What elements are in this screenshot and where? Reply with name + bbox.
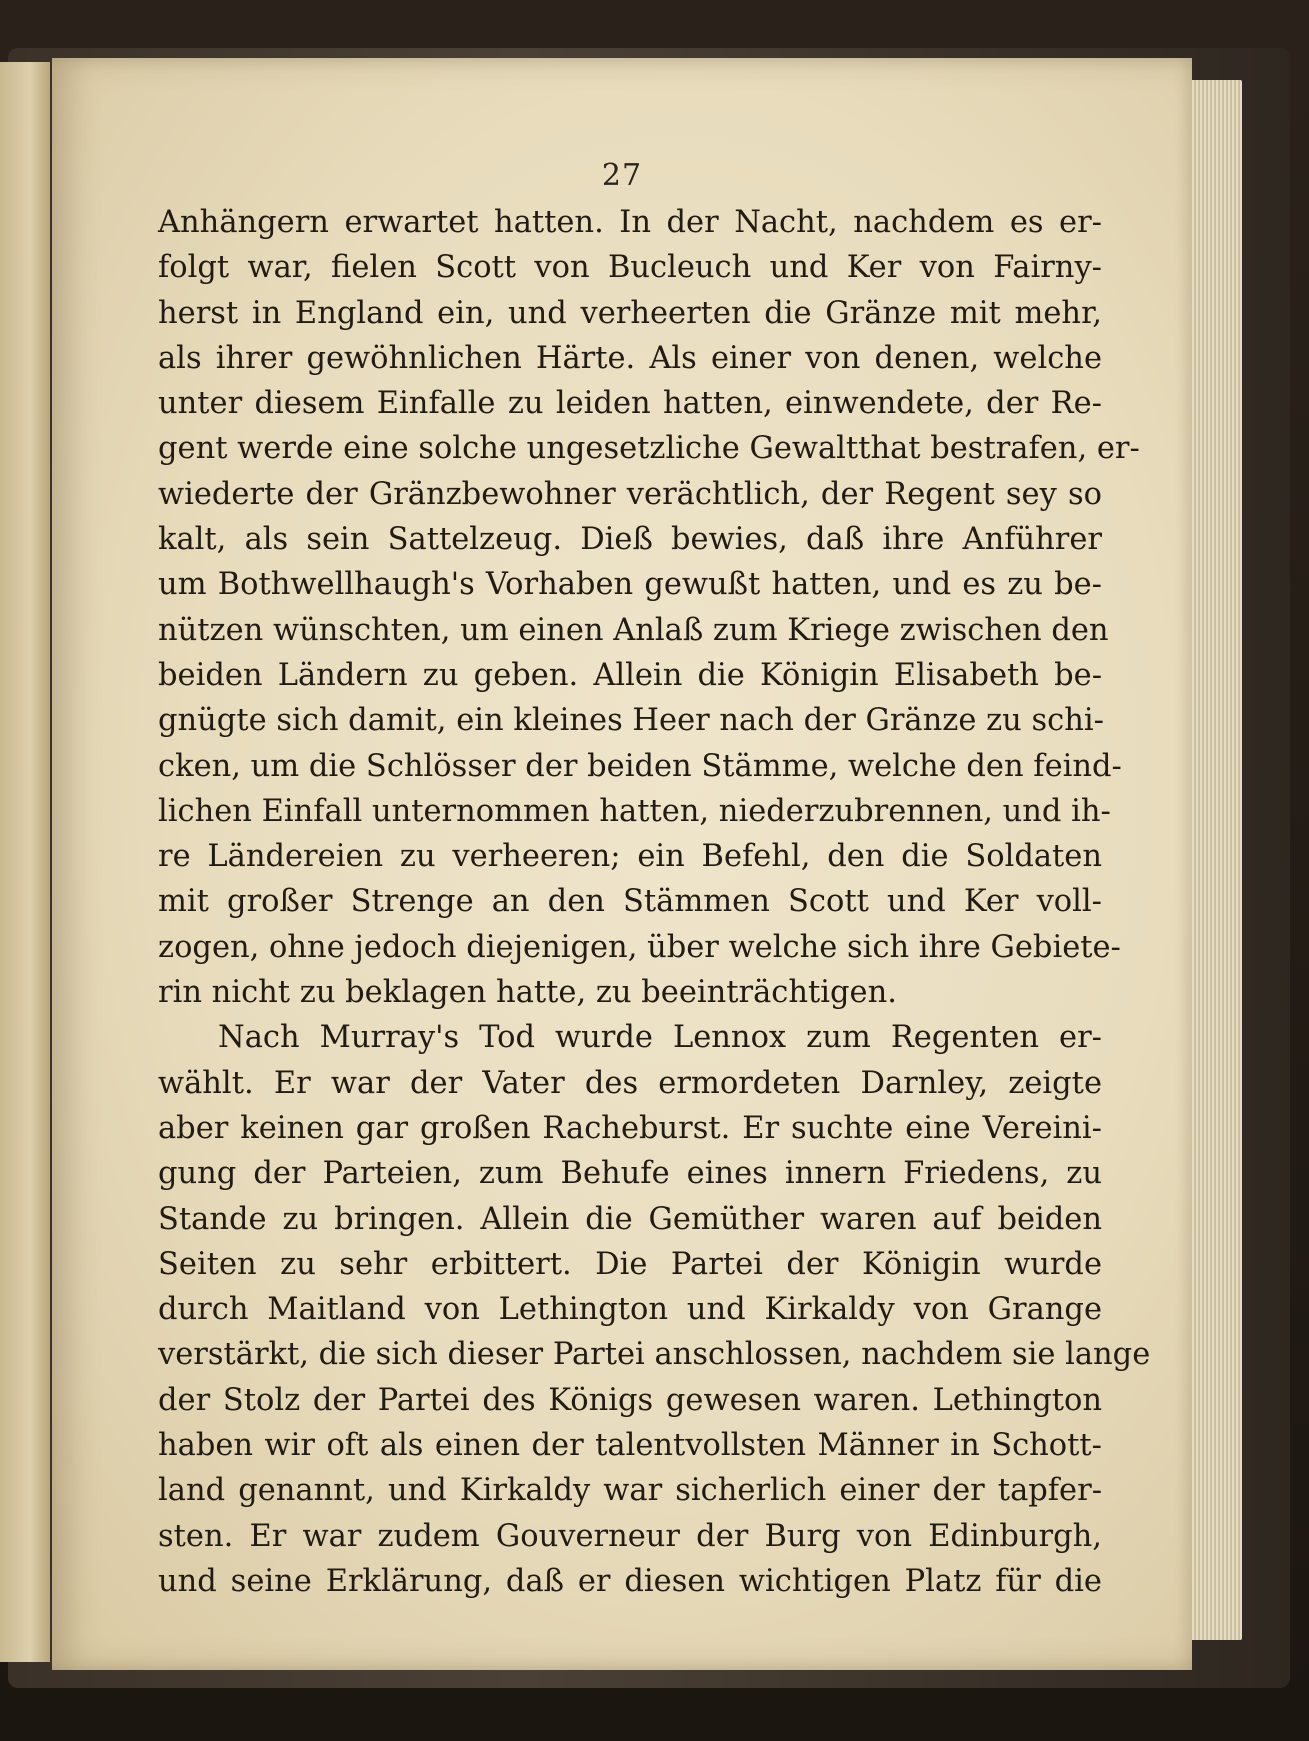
text-line: re Ländereien zu verheeren; ein Befehl, den die Soldaten [158, 839, 1102, 875]
text-line: folgt war, fielen Scott von Bucleuch und Ker von Fairny- [158, 250, 1102, 286]
text-line: gnügte sich damit, ein kleines Heer nach der Gränze zu schi- [158, 703, 1104, 739]
page-number: 27 [601, 158, 643, 193]
body-text [158, 200, 1151, 1604]
text-line: beiden Ländern zu geben. Allein die Königin Elisabeth be- [158, 657, 1102, 693]
text-line: als ihrer gewöhnlichen Härte. Als einer von denen, welche [158, 340, 1102, 376]
text-line: unter diesem Einfalle zu leiden hatten, einwendete, der Re- [158, 386, 1102, 422]
text-line: Seiten zu sehr erbittert. Die Partei der Königin wurde [158, 1246, 1102, 1282]
text-line: herst in England ein, und verheerten die Gränze mit mehr, [158, 295, 1102, 331]
text-line: gent werde eine solche ungesetzliche Gewaltthat bestrafen, er- [158, 431, 1140, 467]
text-line: haben wir oft als einen der talentvollsten Männer in Schott- [158, 1428, 1102, 1464]
text-line: der Stolz der Partei des Königs gewesen waren. Lethington [158, 1382, 1102, 1418]
text-line: und seine Erklärung, daß er diesen wichtigen Platz für die [158, 1563, 1102, 1599]
text-line: zogen, ohne jedoch diejenigen, über welche sich ihre Gebiete- [158, 929, 1121, 965]
text-line: gung der Parteien, zum Behufe eines innern Friedens, zu [158, 1156, 1102, 1192]
text-line: rin nicht zu beklagen hatte, zu beeinträchtigen. [158, 975, 897, 1011]
text-line: nützen wünschten, um einen Anlaß zum Kriege zwischen den [158, 612, 1109, 648]
text-line: cken, um die Schlösser der beiden Stämme, welche den feind- [158, 748, 1122, 784]
text-line: sten. Er war zudem Gouverneur der Burg von Edinburgh, [158, 1518, 1102, 1554]
text-line: Stande zu bringen. Allein die Gemüther waren auf beiden [158, 1201, 1102, 1237]
paragraph-start-line: Nach Murray's Tod wurde Lennox zum Regenten er- [218, 1020, 1102, 1056]
text-line: durch Maitland von Lethington und Kirkaldy von Grange [158, 1292, 1102, 1328]
text-line: mit großer Strenge an den Stämmen Scott und Ker voll- [158, 884, 1102, 920]
facing-page-edge [0, 62, 50, 1662]
text-line: verstärkt, die sich dieser Partei anschlossen, nachdem sie lange [158, 1337, 1151, 1373]
text-line: wählt. Er war der Vater des ermordeten Darnley, zeigte [158, 1065, 1102, 1101]
text-line: um Bothwellhaugh's Vorhaben gewußt hatten, und es zu be- [158, 567, 1102, 603]
text-line: wiederte der Gränzbewohner verächtlich, der Regent sey so [158, 476, 1102, 512]
book-page [52, 58, 1192, 1670]
text-line: land genannt, und Kirkaldy war sicherlich einer der tapfer- [158, 1473, 1102, 1509]
text-line: aber keinen gar großen Racheburst. Er suchte eine Vereini- [158, 1110, 1102, 1146]
text-line: kalt, als sein Sattelzeug. Dieß bewies, daß ihre Anführer [158, 522, 1102, 558]
text-line: Anhängern erwartet hatten. In der Nacht, nachdem es er- [158, 205, 1102, 240]
text-line: lichen Einfall unternommen hatten, niederzubrennen, und ih- [158, 793, 1111, 829]
